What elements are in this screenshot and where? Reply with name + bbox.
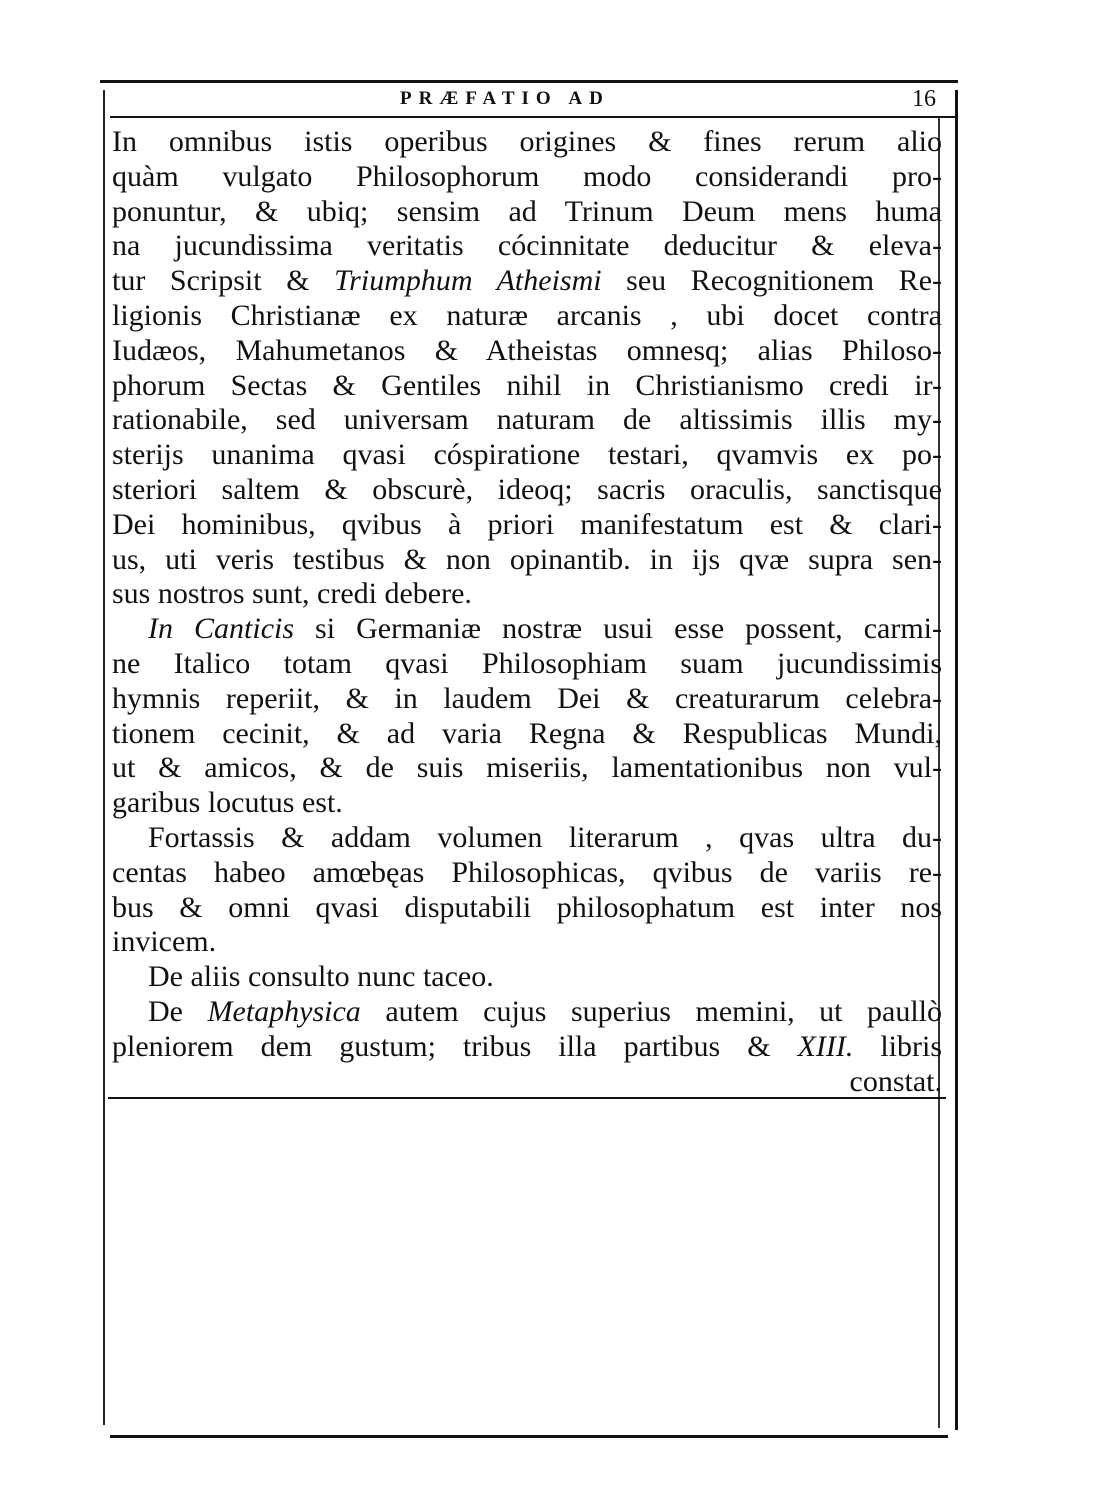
italic-term: XIII. xyxy=(797,1029,854,1063)
text-line: Iudæos, Mahumetanos & Atheistas omnesq; alias Philoso- xyxy=(112,333,942,367)
italic-term: In Canticis xyxy=(148,612,295,646)
text-line: ponuntur, & ubiq; sensim ad Trinum Deum mens huma xyxy=(112,194,942,228)
text-line: sterijs unanima qvasi cóspiratione testari, qvamvis ex po- xyxy=(112,438,942,472)
bottom-rule xyxy=(110,1435,948,1438)
paragraph xyxy=(112,125,942,612)
text-line: tionem cecinit, & ad varia Regna & Respublicas Mundi, xyxy=(112,716,942,750)
text-line: na jucundissima veritatis cócinnitate deducitur & eleva- xyxy=(112,229,942,263)
paragraph xyxy=(112,960,942,995)
left-margin-line xyxy=(103,90,105,1425)
running-head: PRÆFATIO AD xyxy=(400,88,610,109)
text-line: Fortassis & addam volumen literarum , qvas ultra du- xyxy=(148,820,942,854)
text-line: centas habeo amœbęas Philosophicas, qvibus de variis re- xyxy=(112,855,942,889)
text-line: ne Italico totam qvasi Philosophiam suam jucundissimis xyxy=(112,646,942,680)
text-line: rationabile, sed universam naturam de altissimis illis my- xyxy=(112,403,942,437)
paragraph xyxy=(112,995,942,1065)
text-line: tur Scripsit & Triumphum Atheismi seu Recognitionem Re- xyxy=(112,264,942,298)
text-line: In Canticis si Germaniæ nostræ usui esse possent, carmi- xyxy=(148,612,942,646)
italic-term: Metaphysica xyxy=(207,994,361,1028)
text-line: steriori saltem & obscurè, ideoq; sacris oraculis, sanctisque xyxy=(112,472,942,506)
text-line: pleniorem dem gustum; tribus illa partibus & XIII. libris xyxy=(112,1029,942,1063)
text-line: ligionis Christianæ ex naturæ arcanis , ubi docet contra xyxy=(112,298,942,332)
text-line: invicem. xyxy=(112,925,217,959)
header-rule xyxy=(110,116,955,118)
text-line: us, uti veris testibus & non opinantib. in ijs qvæ supra sen- xyxy=(112,542,942,576)
italic-term: Triumphum Atheismi xyxy=(334,264,602,298)
top-rule xyxy=(100,80,958,83)
text-line: quàm vulgato Philosophorum modo considerandi pro- xyxy=(112,159,942,193)
page-number: 16 xyxy=(912,86,936,112)
text-line: bus & omni qvasi disputabili philosophatum est inter nos xyxy=(112,890,942,924)
text-line: Dei hominibus, qvibus à priori manifestatum est & clari- xyxy=(112,507,942,541)
text-line: De Metaphysica autem cujus superius memini, ut paullò xyxy=(148,994,943,1028)
body-text xyxy=(112,125,942,1099)
text-line: In omnibus istis operibus origines & fines rerum alio xyxy=(112,125,942,158)
catchword: constat. xyxy=(849,1064,942,1098)
text-line: garibus locutus est. xyxy=(112,786,343,820)
paragraph xyxy=(112,612,942,821)
text-line: phorum Sectas & Gentiles nihil in Christianismo credi ir- xyxy=(112,368,942,402)
text-line: ut & amicos, & de suis miseriis, lamentationibus non vul- xyxy=(112,751,942,785)
text-line: sus nostros sunt, credi debere. xyxy=(112,577,472,611)
paragraph xyxy=(112,821,942,960)
text-line: hymnis reperiit, & in laudem Dei & creaturarum celebra- xyxy=(112,681,942,715)
outer-right-line xyxy=(955,90,958,1430)
text-line: De aliis consulto nunc taceo. xyxy=(148,960,494,994)
